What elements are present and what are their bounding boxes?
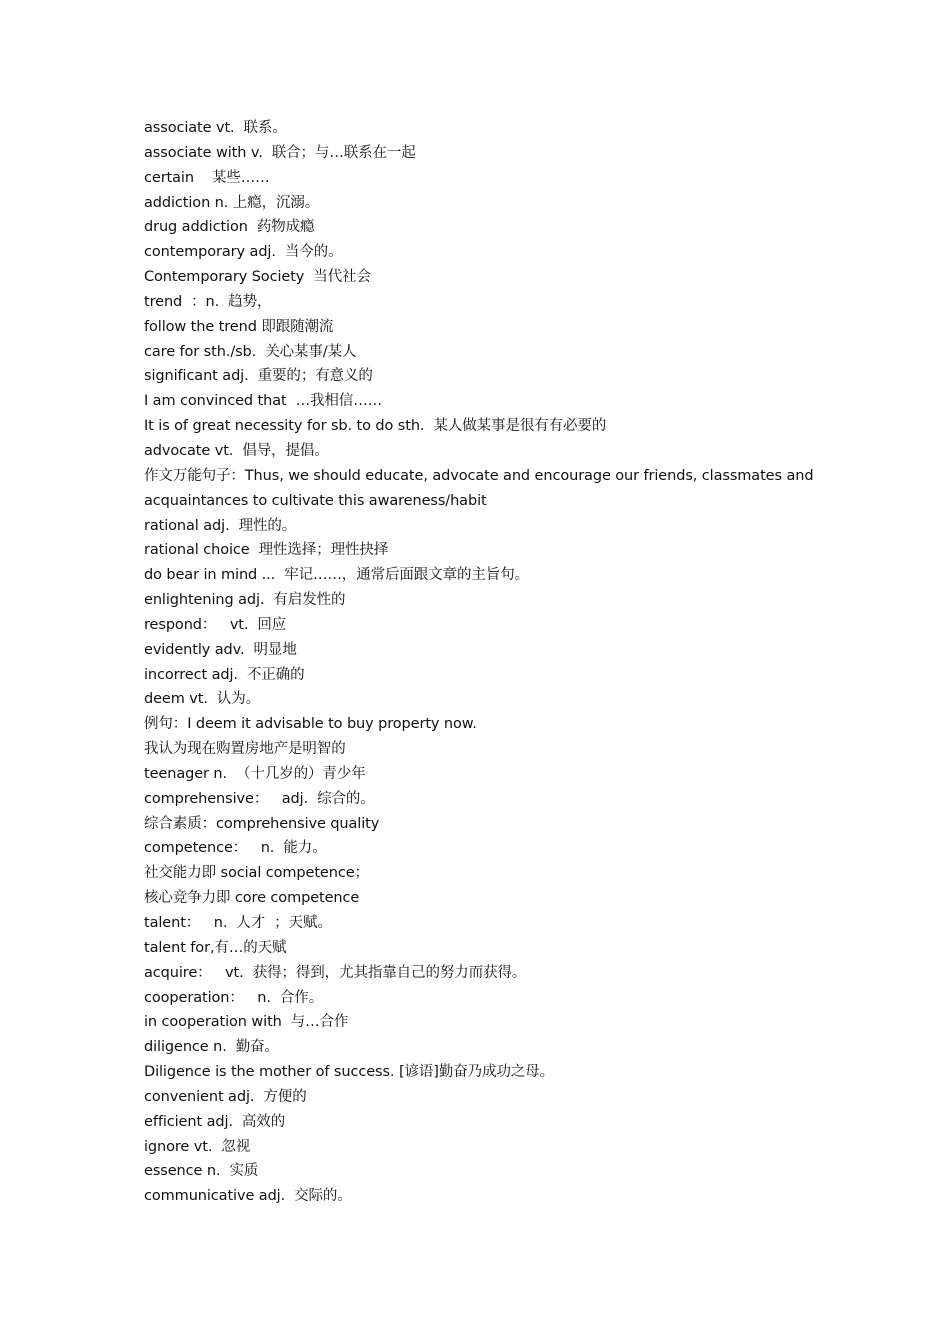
example-translation-line: 我认为现在购置房地产是明智的	[144, 741, 346, 758]
vocab-line: rational adj. 理性的。	[144, 517, 297, 534]
vocab-line: do bear in mind ... 牢记……，通常后面跟文章的主旨句。	[144, 567, 529, 584]
vocab-line: teenager n. （十几岁的）青少年	[144, 765, 366, 782]
vocab-line: comprehensive： adj. 综合的。	[144, 790, 375, 807]
vocab-line: Diligence is the mother of success. [谚语]勤奋乃成功之母。	[144, 1064, 555, 1081]
vocab-line: Contemporary Society 当代社会	[144, 269, 371, 286]
example-sentence-line: 例句：I deem it advisable to buy property now.	[144, 716, 477, 733]
vocab-line: certain 某些……	[144, 169, 270, 186]
essay-sentence-line: 作文万能句子：Thus, we should educate, advocate and encourage our friends, classmates and	[144, 467, 814, 484]
vocab-line: enlightening adj. 有启发性的	[144, 592, 346, 609]
vocab-line: associate vt. 联系。	[144, 120, 287, 136]
vocab-line: ignore vt. 忽视	[144, 1138, 251, 1155]
vocab-line: drug addiction 药物成瘾	[144, 219, 315, 236]
vocab-line: incorrect adj. 不正确的	[144, 666, 305, 683]
vocab-line: deem vt. 认为。	[144, 691, 261, 708]
vocab-line: associate with v. 联合；与…联系在一起	[144, 144, 416, 161]
vocab-line: 综合素质：comprehensive quality	[144, 815, 380, 832]
vocab-line: efficient adj. 高效的	[144, 1113, 286, 1130]
vocab-line: essence n. 实质	[144, 1163, 259, 1180]
vocab-line: talent for,有…的天赋	[144, 939, 287, 956]
vocab-line: in cooperation with 与…合作	[144, 1014, 349, 1031]
vocab-line: follow the trend 即跟随潮流	[144, 318, 334, 335]
vocab-line: 社交能力即 social competence；	[144, 865, 369, 882]
vocab-line: addiction n. 上瘾，沉溺。	[144, 194, 320, 211]
vocab-line: trend ：n. 趋势，	[144, 293, 272, 310]
vocab-line: 核心竞争力即 core competence	[144, 890, 360, 907]
vocab-line: I am convinced that …我相信……	[144, 393, 383, 410]
vocab-line: communicative adj. 交际的。	[144, 1188, 352, 1205]
vocabulary-list	[144, 116, 824, 1209]
vocab-line: cooperation： n. 合作。	[144, 989, 324, 1006]
vocab-line: significant adj. 重要的；有意义的	[144, 368, 373, 385]
vocab-line: diligence n. 勤奋。	[144, 1039, 279, 1056]
vocab-line: contemporary adj. 当今的。	[144, 244, 343, 261]
vocab-line: competence： n. 能力。	[144, 840, 327, 857]
vocab-line: advocate vt. 倡导，提倡。	[144, 442, 329, 459]
vocab-line: It is of great necessity for sb. to do sth. 某人做某事是很有有必要的	[144, 418, 607, 435]
vocab-line: rational choice 理性选择；理性抉择	[144, 542, 389, 559]
essay-sentence-continuation: acquaintances to cultivate this awareness/habit	[144, 492, 487, 509]
vocab-line: evidently adv. 明显地	[144, 641, 297, 658]
vocab-line: care for sth./sb. 关心某事/某人	[144, 343, 357, 360]
vocab-line: respond： vt. 回应	[144, 616, 287, 633]
vocab-line: talent： n. 人才 ；天赋。	[144, 915, 332, 931]
vocab-line: acquire： vt. 获得；得到，尤其指靠自己的努力而获得。	[144, 964, 527, 981]
vocab-line: convenient adj. 方便的	[144, 1088, 307, 1105]
